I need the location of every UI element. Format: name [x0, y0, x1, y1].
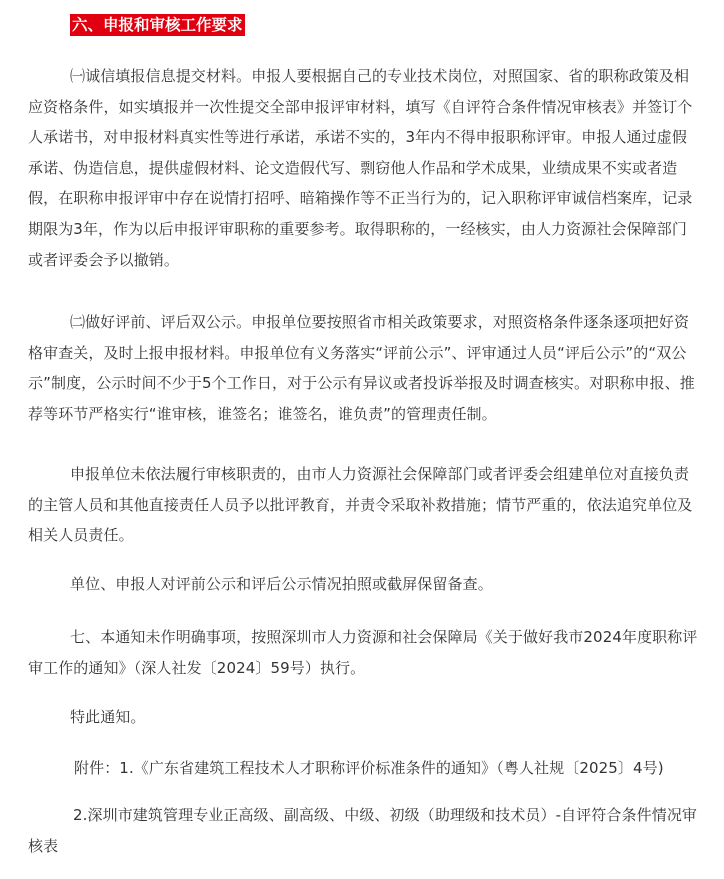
- paragraph-archive: 单位、申报人对评前公示和评后公示情况拍照或截屏保留备查。: [70, 575, 493, 593]
- attachment-item-1[interactable]: 附件：1.《广东省建筑工程技术人才职称评价标准条件的通知》（粤人社规〔2025〕4号): [74, 759, 664, 777]
- paragraph-integrity: ㈠诚信填报信息提交材料。申报人要根据自己的专业技术岗位，对照国家、省的职称政策及相应资格条件，如实填报并一次性提交全部申报评审材料，填写《自评符合条件情况审核表》并签订个人承诺书，对申报材料真实性等进行承诺，承诺不实的，3年内不得申报职称评审。申报人通过虚假承诺、伪造信息，提供虚假材料、论文造假代写、剽窃他人作品和学术成果，业绩成果不实或者造假，在职称申报评审中存在说情打招呼、暗箱操作等不正当行为的，记入职称评审诚信档案库，记录期限为3年，作为以后申报评审职称的重要参考。取得职称的，一经核实，由人力资源社会保障部门或者评委会予以撤销。: [28, 67, 693, 269]
- attachment-item-2[interactable]: 2.深圳市建筑管理专业正高级、副高级、中级、初级（助理级和技术员）-自评符合条件情况审核表: [28, 806, 698, 855]
- paragraph-publicity: ㈡做好评前、评后双公示。申报单位要按照省市相关政策要求，对照资格条件逐条逐项把好资格审查关，及时上报申报材料。申报单位有义务落实“评前公示”、评审通过人员“评后公示”的“双公示”制度，公示时间不少于5个工作日，对于公示有异议或者投诉举报及时调查核实。对职称申报、推荐等环节严格实行“谁审核，谁签名；谁签名，谁负责”的管理责任制。: [28, 313, 695, 423]
- paragraph-accountability: 申报单位未依法履行审核职责的，由市人力资源社会保障部门或者评委会组建单位对直接负责的主管人员和其他直接责任人员予以批评教育，并责令采取补救措施；情节严重的，依法追究单位及相关人员责任。: [28, 465, 693, 545]
- paragraph-section-seven: 七、本通知未作明确事项，按照深圳市人力资源和社会保障局《关于做好我市2024年度职称评审工作的通知》（深人社发〔2024〕59号）执行。: [28, 628, 698, 677]
- paragraph-notice: 特此通知。: [70, 708, 146, 726]
- section-heading: 六、申报和审核工作要求: [72, 16, 243, 34]
